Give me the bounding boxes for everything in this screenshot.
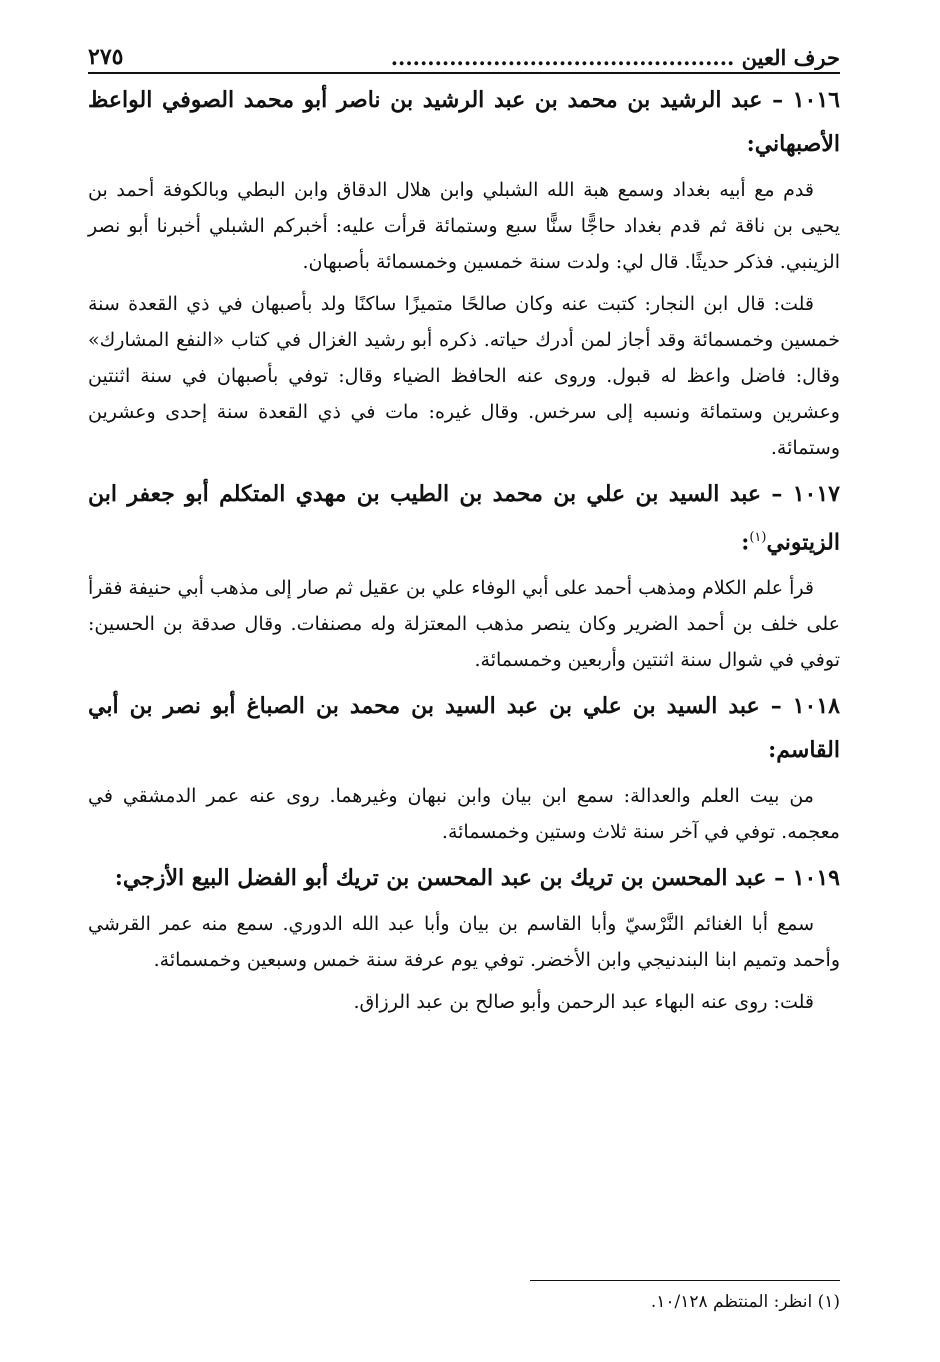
entry-title-1019 bbox=[88, 856, 840, 900]
chapter-title: حرف العين bbox=[741, 45, 840, 70]
chapter-header bbox=[129, 45, 840, 70]
entry-heading: ١٠١٩ – عبد المحسن بن تريك بن عبد المحسن بن تريك أبو الفضل البيع الأزجي: bbox=[114, 865, 840, 892]
footnote: (١) انظر: المنتظم ١٠/١٢٨. bbox=[650, 1292, 840, 1312]
entry-title-1017 bbox=[88, 472, 840, 564]
entry-title-1016 bbox=[88, 78, 840, 166]
entry-paragraph: قرأ علم الكلام ومذهب أحمد على أبي الوفاء علي بن عقيل ثم صار إلى مذهب أبي حنيفة فقرأ على خلف بن أحمد الضرير وكان ينصر مذهب المعتزلة وله مصنفات. وقال صدقة بن الحسين: توفي في شوال سنة اثنتين وأربعين وخمسمائة. bbox=[88, 577, 840, 672]
entry-heading: ١٠١٧ – عبد السيد بن علي بن محمد بن الطيب بن مهدي المتكلم أبو جعفر ابن الزيتوني bbox=[88, 481, 840, 556]
footnote-ref[interactable]: (١) bbox=[749, 530, 767, 545]
book-page bbox=[88, 28, 840, 1338]
entry-paragraph: قلت: قال ابن النجار: كتبت عنه وكان صالحًا متميزًا ساكنًا ولد بأصبهان في ذي القعدة سنة خمسين وخمسمائة وقد أجاز لمن أدرك حياته. ذكره أبو رشيد الغزال في كتاب «النفع المشارك» وقال: فاضل واعظ له قبول. وروى عنه الحافظ الضياء وقال: توفي بأصبهان في سنة اثنتين وعشرين وستمائة ونسبه إلى سرخس. وقال غيره: مات في ذي القعدة سنة إحدى وعشرين وستمائة. bbox=[88, 293, 840, 459]
entry-title-1018 bbox=[88, 684, 840, 772]
entry-paragraph: قلت: روى عنه البهاء عبد الرحمن وأبو صالح بن عبد الرزاق. bbox=[353, 991, 814, 1014]
running-header bbox=[88, 28, 840, 74]
entry-heading-colon: : bbox=[741, 529, 750, 556]
page-number: ٢٧٥ bbox=[88, 44, 124, 70]
footnotes-section bbox=[88, 1280, 840, 1315]
leader-dots: ............................................... bbox=[390, 45, 735, 70]
entry-paragraph: سمع أبا الغنائم النَّرْسيّ وأبا القاسم بن بيان وأبا عبد الله الدوري. سمع منه عمر القرشي وأحمد وتميم ابنا البندنيجي وابن الأخضر. توفي يوم عرفة سنة خمس وسبعين وخمسمائة. bbox=[88, 913, 840, 972]
entry-heading: ١٠١٦ – عبد الرشيد بن محمد بن عبد الرشيد بن ناصر أبو محمد الصوفي الواعظ الأصبهاني: bbox=[88, 87, 840, 157]
entry-heading: ١٠١٨ – عبد السيد بن علي بن عبد السيد بن محمد بن الصباغ أبو نصر بن أبي القاسم: bbox=[88, 693, 840, 764]
entry-paragraph: قدم مع أبيه بغداد وسمع هبة الله الشبلي وابن هلال الدقاق وابن البطي وبالكوفة أحمد بن يحيى بن ناقة ثم قدم بغداد حاجًّا سنًّا سبع وستمائة قرأت عليه: أخبركم الشبلي أخبرنا أبو نصر الزينبي. فذكر حديثًا. قال لي: ولدت سنة خمسين وخمسمائة بأصبهان. bbox=[88, 179, 840, 273]
footnote-divider bbox=[530, 1280, 840, 1281]
entry-paragraph: من بيت العلم والعدالة: سمع ابن بيان وابن نبهان وغيرهما. روى عنه عمر الدمشقي في معجمه. توفي في آخر سنة ثلاث وستين وخمسمائة. bbox=[88, 785, 840, 844]
